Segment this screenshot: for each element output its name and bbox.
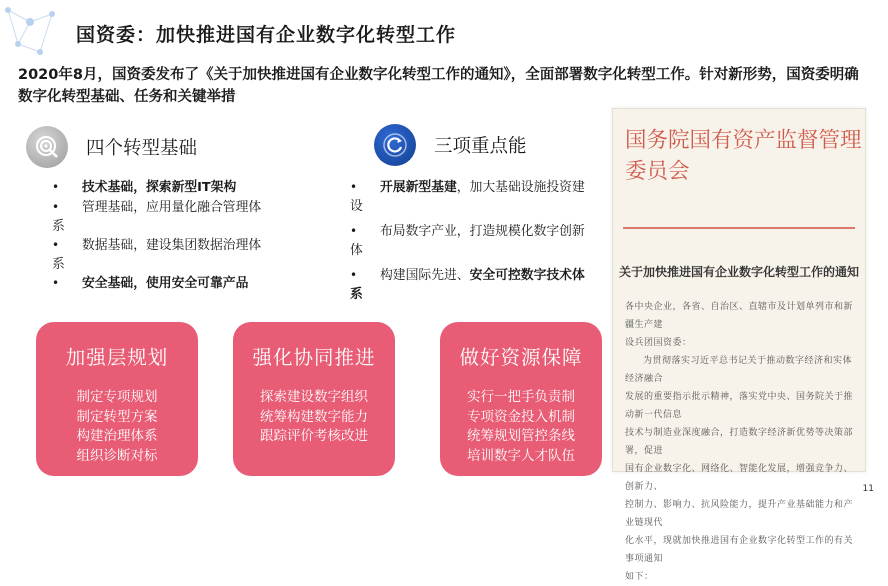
card-title: 强化协同推进 <box>252 346 376 369</box>
list-item: • 开展新型基建，加大基础设施投资建 设 <box>350 178 612 216</box>
document-title: 关于加快推进国有企业数字化转型工作的通知 <box>618 265 859 279</box>
list-item: • 数据基础，建设集团数据治理体 系 <box>52 236 317 274</box>
list-item: • 布局数字产业，打造规模化数字创新 体 <box>350 222 612 260</box>
network-dots-decoration <box>0 0 70 70</box>
notice-document-image <box>612 108 866 582</box>
card-item: 统筹构建数字能力 <box>260 408 368 425</box>
foundations-heading: 四个转型基础 <box>86 138 198 159</box>
list-item: • 管理基础，应用量化融合管理体 系 <box>52 198 317 236</box>
card-item: 组织诊断对标 <box>76 447 158 464</box>
card-item: 跟踪评价考核改进 <box>260 428 368 444</box>
capabilities-list <box>350 178 612 304</box>
capabilities-header <box>374 124 527 166</box>
card-item: 制定专项规划 <box>76 389 158 405</box>
list-item: • 安全基础，使用安全可靠产品 <box>52 274 317 293</box>
document-divider <box>623 227 855 229</box>
foundations-list <box>52 178 317 294</box>
refresh-icon <box>374 124 416 166</box>
document-org-name: 国务院国有资产监督管理委员会 <box>625 128 862 184</box>
document-body: 各中央企业，各省、自治区、直辖市及计划单列市和新疆生产建 设兵团国资委： 为贯彻落实习近平总书记关于推动数字经济和实体经济融合 发展的重要指示批示精神，落实党中央、国务院关于推动新一代信息 技术与制造业深度融合，打造数字经济新优势等决策部署，促进 国有企业数字化、网络化、智能化发展，增强竞争力、创新力、 控制力、影响力、抗风险能力，提升产业基础能力和产业链现代 化水平，现就加快推进国有企业数字化转型工作的有关事项通知 如下： <box>625 302 854 582</box>
list-item: • 构建国际先进、安全可控数字技术体 系 <box>350 266 612 304</box>
intro-paragraph: 2020年8月，国资委发布了《关于加快推进国有企业数字化转型工作的通知》，全面部署数字化转型工作。针对新形势，国资委明确数字化转型基础、任务和关键举措 <box>18 67 859 105</box>
foundations-header <box>26 126 197 168</box>
card-item: 统筹规划管控条线 <box>467 428 575 444</box>
capabilities-heading: 三项重点能 <box>434 136 527 157</box>
card-item: 培训数字人才队伍 <box>467 447 575 464</box>
list-item: • 技术基础，探索新型IT架构 <box>52 178 317 197</box>
page-number: 11 <box>862 484 874 494</box>
card-item: 专项资金投入机制 <box>467 408 575 425</box>
card-item: 探索建设数字组织 <box>260 389 368 405</box>
page-title: 国资委：加快推进国有企业数字化转型工作 <box>76 24 457 46</box>
card-item: 实行一把手负责制 <box>467 389 575 405</box>
card-item: 制定转型方案 <box>76 408 158 425</box>
card-item: 构建治理体系 <box>76 428 158 444</box>
target-icon <box>26 126 68 168</box>
card-collaboration <box>233 322 395 476</box>
card-plan <box>36 322 198 476</box>
card-title: 做好资源保障 <box>459 346 583 369</box>
card-resources <box>440 322 602 476</box>
card-title: 加强层规划 <box>65 346 169 369</box>
